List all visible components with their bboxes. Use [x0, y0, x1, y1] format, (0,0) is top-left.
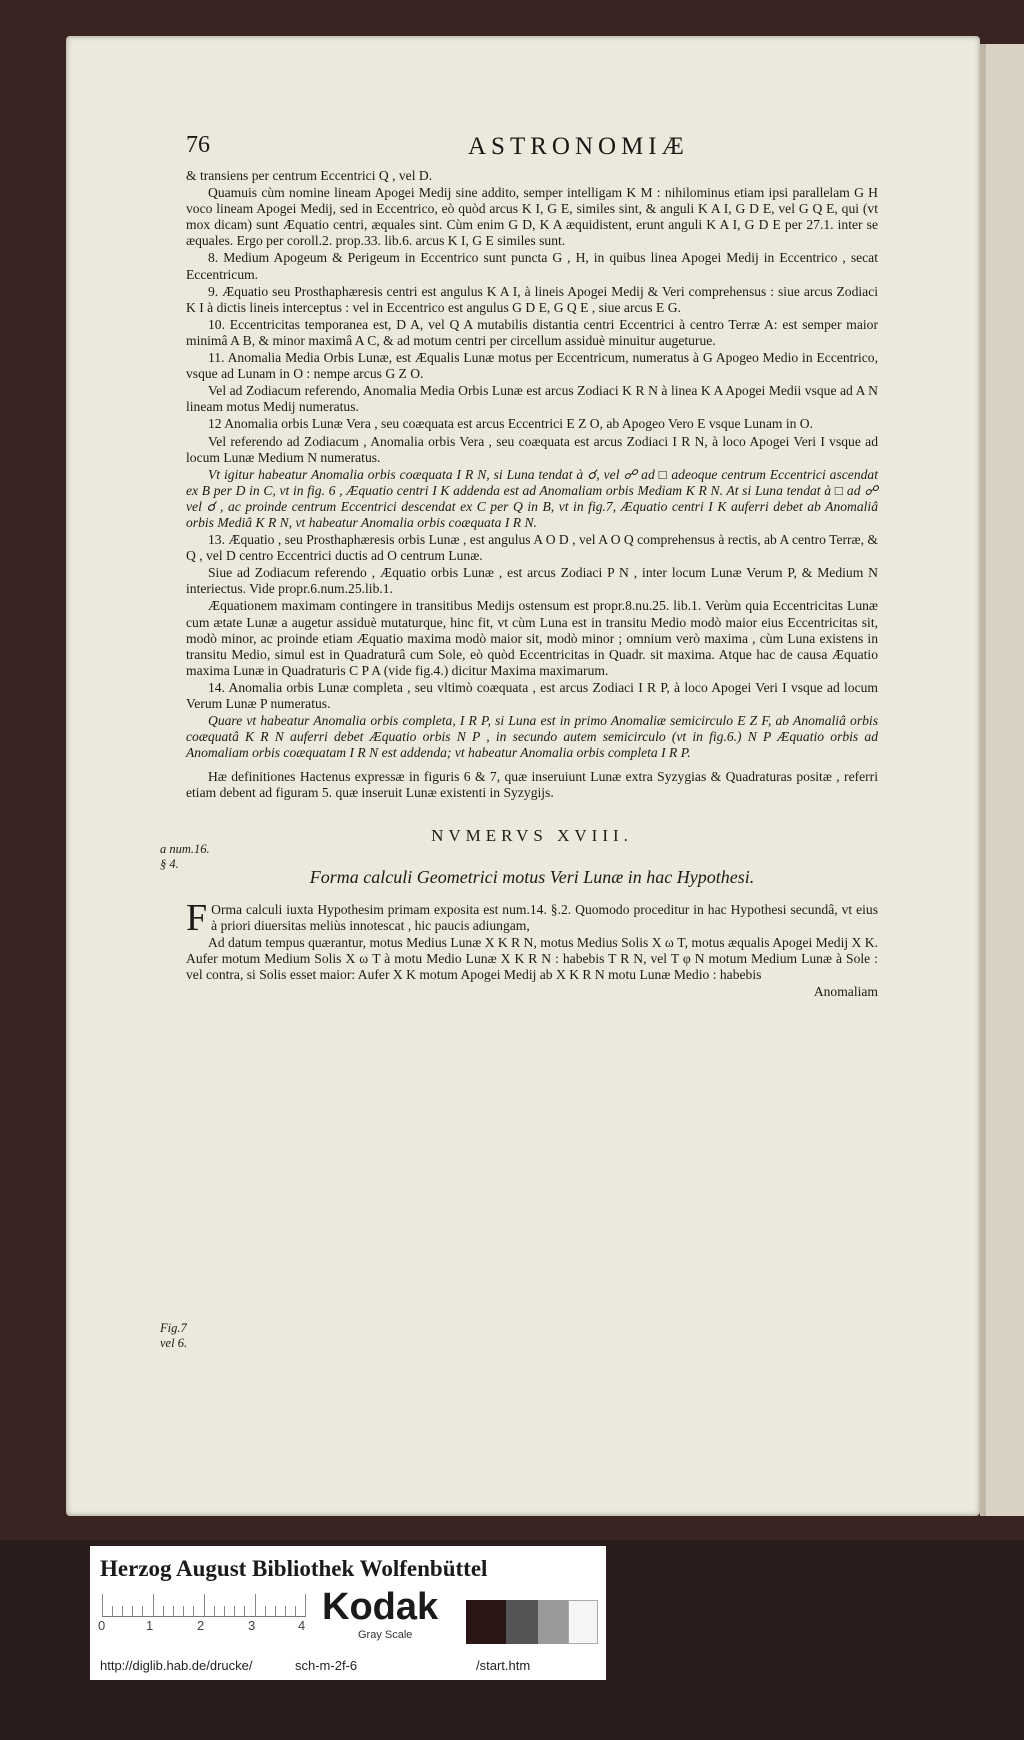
paragraph: 13. Æquatio , seu Prosthaphæresis orbis Lunæ , est angulus A O D , vel A O Q comprehensus à rectis, ab A centro Terræ, & Q , vel D centro Eccentrici ductis ad O centrum Lunæ. [186, 532, 878, 564]
page-header [186, 132, 886, 164]
paragraph-italic: Quare vt habeatur Anomalia orbis completa, I R P, si Luna est in primo Anomaliæ semicirculo E Z F, ab Anomaliâ orbis coæquatâ K R N auferri debet Æquatio orbis N P , in secundo autem semicirculo (vt in fig.6.) N P Æquatio orbis ad Anomaliam orbis coæquatam I R N est addenda; vt habeatur Anomalia orbis completa I R P. [186, 713, 878, 761]
paragraph: 11. Anomalia Media Orbis Lunæ, est Æqualis Lunæ motus per Eccentricum, numeratus à G Apogeo Medio in Eccentrico, vsque ad Lunam in O : nempe arcus G Z O. [186, 350, 878, 382]
page-number: 76 [186, 132, 210, 158]
paragraph: 10. Eccentricitas temporanea est, D A, vel Q A mutabilis distantia centri Eccentrici à centro Terræ A: est semper maior minimâ A B, & minor maximâ A C, & ad motum centri per circellum assiduè minuitur augeturue. [186, 316, 878, 348]
paragraph: Hæ definitiones Hactenus expressæ in figuris 6 & 7, quæ inseruiunt Lunæ extra Syzygias & Quadraturas positæ , referri etiam debent ad figuram 5. quæ inseruit Lunæ existenti in Syzygijs. [186, 769, 878, 801]
drop-capital: F [186, 896, 208, 939]
paragraph: Æquationem maximam contingere in transitibus Medijs ostensum est propr.8.nu.25. lib.1. Verùm quia Eccentricitas Lunæ cum ætate Lunæ a augetur assiduè mutaturque, hinc fit, vt cùm Luna est in transitu Medio modò maior eius Eccentricitas sit, modò minor, ac proinde etiam Æquatio maxima modò maior sit, modò minor ; omnium verò maxima , cùm Luna existens in transitu Medio, simul est in Quadraturâ cum Sole, eò quòd Eccentricitas in Quadr. sit maxima. Atque hac de causa Æquatio maxima Lunæ in Quadraturis C P A (vide fig.4.) dicitur Maxima maximarum. [186, 598, 878, 678]
footer-url: http://diglib.hab.de/drucke/ [100, 1658, 253, 1673]
main-text [186, 168, 878, 1000]
section-heading: NVMERVS XVIII. [431, 825, 633, 845]
paragraph: Vel ad Zodiacum referendo, Anomalia Media Orbis Lunæ est arcus Zodiaci K R N à linea K A Apogei Medii vsque ad A N lineam motus Medij numeratus. [186, 383, 878, 415]
section-subtitle: Forma calculi Geometrici motus Veri Lunæ in hac Hypothesi. [309, 866, 755, 887]
paragraph-text: Orma calculi iuxta Hypothesim primam exposita est num.14. §.2. Quomodo proceditur in hac Hypothesi secundâ, vt eius à priori diuersitas meliùs innotescat , hic paucis adiungam, [211, 901, 878, 933]
ruler-number: 3 [248, 1618, 256, 1633]
paragraph-italic: Vt igitur habeatur Anomalia orbis coæquata I R N, si Luna tendat à ☌, vel ☍ ad □ adeoque centrum Eccentrici ascendat ex B per D in C, vt in fig. 6 , Æquatio centri I K addenda est ad Anomaliam orbis Mediam K R N. At si Luna tendat à □ ad ☍ vel ☌ , ac proinde centrum Eccentrici descendat ex C per Q in B, vt in fig.7, Æquatio centri I K auferri debet ab Anomaliâ orbis Mediâ K R N, vt habeatur Anomalia orbis coæquata I R N. [186, 466, 878, 530]
ruler-number: 4 [298, 1618, 306, 1633]
swatch-dark-gray [506, 1600, 538, 1644]
paragraph: 8. Medium Apogeum & Perigeum in Eccentrico sunt puncta G , H, in quibus linea Apogei Medij in Eccentrico , secat Eccentricum. [186, 250, 878, 282]
running-head: ASTRONOMIÆ [468, 133, 689, 160]
paragraph: 14. Anomalia orbis Lunæ completa , seu vltimò coæquata , est arcus Zodiaci I R P, à loco Apogei Veri I vsque ad locum Verum Lunæ P numeratus. [186, 679, 878, 711]
library-name: Herzog August Bibliothek Wolfenbüttel [100, 1556, 488, 1581]
swatch-white [568, 1600, 598, 1644]
kodak-logo: Kodak [322, 1586, 439, 1628]
catchword: Anomaliam [813, 984, 878, 1000]
margin-note [160, 1321, 187, 1351]
ruler-number: 1 [146, 1618, 154, 1633]
margin-note-line: a num.16. [160, 842, 210, 856]
ruler-scale [102, 1594, 306, 1617]
swatch-mid-gray [538, 1600, 568, 1644]
gray-scale-label: Gray Scale [358, 1629, 413, 1641]
paragraph: Ad datum tempus quærantur, motus Medius Lunæ X K R N, motus Medius Solis X ω T, motus æqualis Apogei Medij X K. Aufer motum Medium Solis X ω T à motu Medio Lunæ X K R N : habebis T R N, vel T φ N motum Medium Lunæ à Sole : vel contra, si Solis esset maior: Aufer X K motum Apogei Medij ab X K R N motu Lunæ Medio : habebis [186, 934, 878, 982]
margin-note-line: Fig.7 [160, 1321, 187, 1335]
ruler-number: 2 [197, 1618, 205, 1633]
paragraph: 9. Æquatio seu Prosthaphæresis centri est angulus K A I, à lineis Apogei Medij & Veri comprehensus : siue arcus Zodiaci K I à dictis lineis interceptus : vel in Eccentrico est angulus G D E, G Q E , siue arcus E G. [186, 283, 878, 315]
paragraph [186, 896, 878, 939]
margin-note-line: § 4. [160, 857, 179, 871]
paragraph: Quamuis cùm nomine lineam Apogei Medij sine addito, semper intelligam K M : nihilominus etiam ipsi parallelam G H voco lineam Apogei Medij, sed in Eccentrico, eò quòd arcus K I, G E, similes sint, & anguli K A I, G D E, vel G Q E, qui (vt mox dicam) sunt Æquatio centri, æquales sint. Cùm enim G D, K A æquidistent, erunt anguli K A I, G D E per 27.1. inter se æquales. Ergo per coroll.2. prop.33. lib.6. arcus K I, G E similes sunt. [186, 185, 878, 249]
footer-signature: sch-m-2f-6 [295, 1658, 358, 1673]
gray-swatches [466, 1600, 600, 1644]
ruler-number: 0 [98, 1618, 106, 1633]
paragraph: 12 Anomalia orbis Lunæ Vera , seu coæquata est arcus Eccentrici E Z O, ab Apogeo Vero E vsque Lunam in O. [208, 416, 814, 432]
facing-page-edge [980, 44, 1024, 1516]
paragraph: & transiens per centrum Eccentrici Q , vel D. [186, 168, 433, 183]
paragraph: Siue ad Zodiacum referendo , Æquatio orbis Lunæ , est arcus Zodiaci P N , inter locum Lunæ Verum P, & Medium N interiectus. Vide propr.6.num.25.lib.1. [186, 565, 878, 597]
margin-note-line: vel 6. [160, 1336, 188, 1350]
footer-start: /start.htm [476, 1658, 531, 1673]
margin-note [160, 842, 210, 872]
library-color-card [90, 1546, 606, 1680]
swatch-black [466, 1600, 506, 1644]
paragraph: Vel referendo ad Zodiacum , Anomalia orbis Vera , seu coæquata est arcus Zodiaci I R N, à loco Apogei Veri I vsque ad locum Lunæ Medium N numeratus. [186, 433, 878, 465]
